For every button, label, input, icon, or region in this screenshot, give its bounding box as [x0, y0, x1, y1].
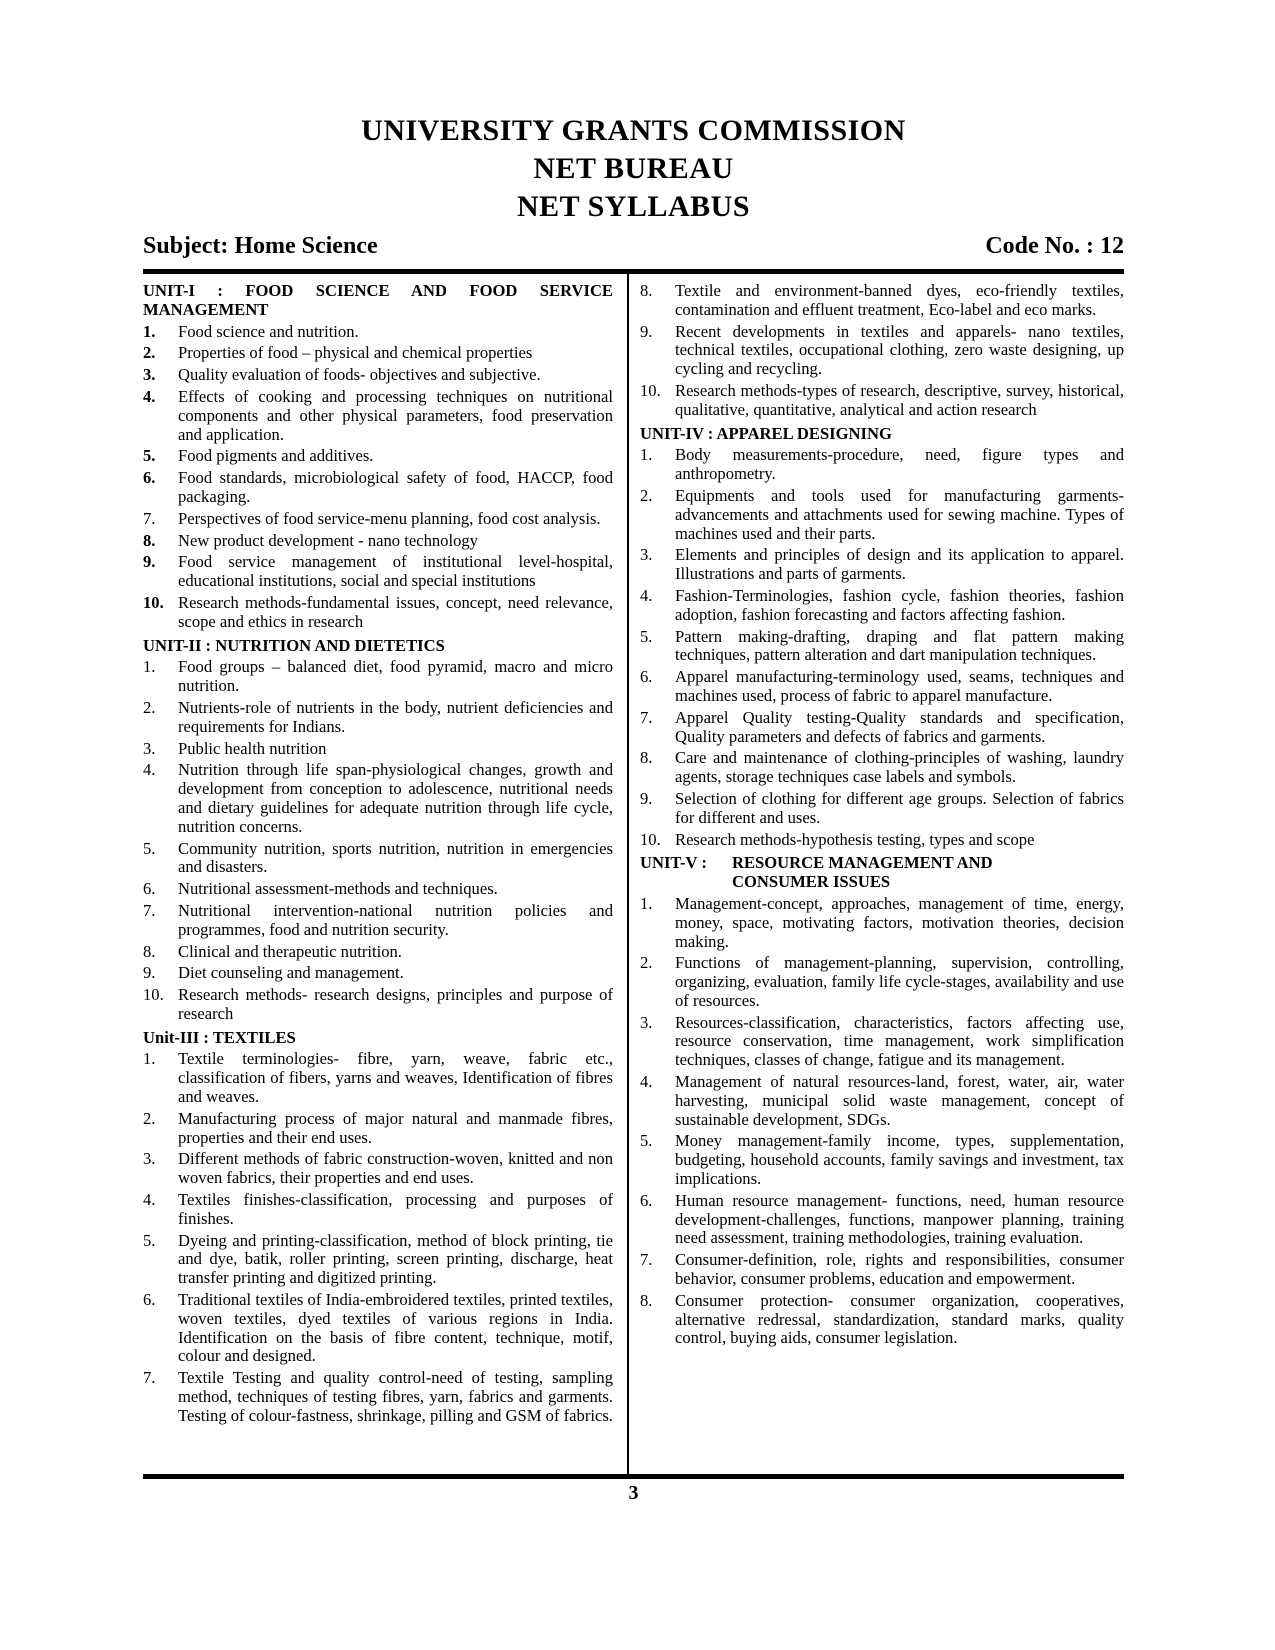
- syllabus-item: [143, 1191, 613, 1229]
- item-text: Traditional textiles of India-embroidered textiles, printed textiles, woven textiles, dyed textiles of various regions in India. Identification on the basis of fibre content, technique, motif, colour and designed.: [178, 1290, 613, 1366]
- item-number: 4.: [143, 760, 156, 780]
- item-number: 2.: [143, 343, 156, 363]
- item-number: 7.: [640, 707, 653, 727]
- syllabus-item: [143, 943, 613, 962]
- item-number: 4.: [640, 585, 653, 605]
- item-number: 7.: [143, 1368, 156, 1388]
- syllabus-item: [640, 1251, 1124, 1289]
- item-number: 1.: [143, 657, 156, 677]
- syllabus-item: [640, 282, 1124, 320]
- right-column: [629, 274, 1124, 1474]
- item-number: 9.: [143, 552, 156, 572]
- item-text: Textile and environment-banned dyes, eco-friendly textiles, contamination and effluent treatment, Eco-label and eco marks.: [675, 281, 1124, 319]
- item-number: 8.: [143, 941, 156, 961]
- item-text: Equipments and tools used for manufacturing garments-advancements and attachments used for sewing machine. Types of machines used and their parts.: [675, 485, 1124, 543]
- item-text: Diet counseling and management.: [178, 963, 404, 983]
- syllabus-item: [143, 469, 613, 507]
- item-number: 8.: [640, 1290, 653, 1310]
- item-text: Public health nutrition: [178, 738, 327, 758]
- item-text: Care and maintenance of clothing-principles of washing, laundry agents, storage techniques case labels and symbols.: [675, 748, 1124, 787]
- item-text: Different methods of fabric construction-woven, knitted and non woven fabrics, their properties and end uses.: [178, 1149, 613, 1188]
- syllabus-item: [143, 388, 613, 444]
- item-text: Research methods-hypothesis testing, types and scope: [675, 829, 1035, 849]
- syllabus-item: [143, 964, 613, 983]
- item-text: Apparel Quality testing-Quality standards and specification, Quality parameters and defects of fabrics and garments.: [675, 707, 1124, 746]
- syllabus-section: [640, 425, 1124, 850]
- syllabus-item: [640, 323, 1124, 379]
- syllabus-item: [143, 761, 613, 836]
- item-text: Research methods-fundamental issues, concept, need relevance, scope and ethics in research: [178, 592, 613, 631]
- item-number: 5.: [143, 838, 156, 858]
- item-number: 2.: [640, 485, 653, 505]
- syllabus-item: [640, 382, 1124, 420]
- item-text: Food standards, microbiological safety of food, HACCP, food packaging.: [178, 468, 613, 506]
- item-text: Nutrition through life span-physiological changes, growth and development from conception to adolescence, nutritional needs and dietary guidelines for adequate nutrition through life cycle, nutrition concerns.: [178, 760, 613, 836]
- item-text: New product development - nano technology: [178, 530, 478, 550]
- syllabus-item: [143, 740, 613, 759]
- item-number: 6.: [143, 468, 156, 488]
- item-text: Manufacturing process of major natural and manmade fibres, properties and their end uses.: [178, 1108, 613, 1147]
- syllabus-item: [640, 628, 1124, 666]
- item-text: Textile Testing and quality control-need of testing, sampling method, techniques of testing fibres, yarn, fabrics and garments. Testing of colour-fastness, shrinkage, pilling and GSM of fabrics.: [178, 1368, 613, 1425]
- item-text: Food science and nutrition.: [178, 321, 359, 341]
- item-text: Consumer protection- consumer organization, cooperatives, alternative redressal, standardization, standard marks, quality control, buying aids, consumer legislation.: [675, 1290, 1124, 1348]
- syllabus-item: [143, 366, 613, 385]
- item-text: Elements and principles of design and its application to apparel. Illustrations and parts of garments.: [675, 545, 1124, 584]
- item-number: 10.: [143, 592, 164, 612]
- item-number: 7.: [640, 1250, 653, 1270]
- subject-row: [143, 233, 1124, 260]
- section-heading: Unit-III : TEXTILES: [143, 1027, 296, 1047]
- syllabus-item: [143, 1369, 613, 1425]
- item-text: Perspectives of food service-menu planning, food cost analysis.: [178, 508, 601, 528]
- syllabus-item: [640, 487, 1124, 543]
- item-number: 4.: [640, 1072, 653, 1092]
- item-number: 6.: [640, 667, 653, 687]
- item-number: 9.: [640, 788, 653, 808]
- section-heading: UNIT-II : NUTRITION AND DIETETICS: [143, 635, 445, 655]
- item-number: 2.: [640, 953, 653, 973]
- syllabus-item: [143, 344, 613, 363]
- item-text: Research methods-types of research, descriptive, survey, historical, qualitative, quantitative, analytical and action research: [675, 380, 1124, 419]
- syllabus-item: [640, 1292, 1124, 1348]
- item-number: 5.: [143, 446, 156, 466]
- item-text: Nutritional intervention-national nutrition policies and programmes, food and nutrition security.: [178, 900, 613, 939]
- syllabus-section: [143, 282, 613, 632]
- item-number: 9.: [640, 321, 653, 341]
- item-number: 8.: [640, 281, 653, 300]
- syllabus-section: [640, 854, 1124, 1348]
- syllabus-item: [143, 880, 613, 899]
- document-title: [143, 112, 1124, 226]
- item-text: Textile terminologies- fibre, yarn, weave, fabric etc., classification of fibers, yarns and weaves, Identification of fibres and weaves.: [178, 1049, 613, 1107]
- item-text: Pattern making-drafting, draping and flat pattern making techniques, pattern alteration and dart manipulation techniques.: [675, 626, 1124, 665]
- syllabus-item: [143, 1150, 613, 1188]
- item-text: Effects of cooking and processing techniques on nutritional components and other physical parameters, food preservation and application.: [178, 386, 613, 444]
- item-number: 10.: [640, 829, 661, 849]
- section-heading: UNIT-I : FOOD SCIENCE AND FOOD SERVICE MANAGEMENT: [143, 281, 613, 319]
- syllabus-section: [640, 282, 1124, 420]
- item-number: 6.: [640, 1190, 653, 1210]
- section-heading-label: UNIT-V :: [640, 853, 707, 873]
- syllabus-item: [640, 1073, 1124, 1129]
- syllabus-item: [640, 587, 1124, 625]
- syllabus-item: [640, 831, 1124, 850]
- item-number: 2.: [143, 1108, 156, 1128]
- item-text: Community nutrition, sports nutrition, nutrition in emergencies and disasters.: [178, 838, 613, 877]
- title-line-2: NET BUREAU: [533, 152, 734, 185]
- item-text: Research methods- research designs, principles and purpose of research: [178, 985, 613, 1023]
- item-text: Food pigments and additives.: [178, 446, 374, 466]
- syllabus-item: [640, 749, 1124, 787]
- item-number: 3.: [143, 365, 156, 385]
- item-text: Properties of food – physical and chemical properties: [178, 343, 533, 363]
- item-number: 1.: [143, 1049, 156, 1069]
- syllabus-item: [640, 446, 1124, 484]
- syllabus-section: [143, 637, 613, 1024]
- page-content: [143, 112, 1124, 1505]
- item-text: Clinical and therapeutic nutrition.: [178, 941, 402, 961]
- item-number: 7.: [143, 508, 156, 528]
- syllabus-item: [640, 709, 1124, 747]
- subject-label: Subject: Home Science: [143, 233, 378, 259]
- syllabus-item: [143, 532, 613, 551]
- syllabus-item: [143, 1110, 613, 1148]
- syllabus-item: [640, 1014, 1124, 1070]
- item-number: 1.: [143, 321, 156, 341]
- item-number: 5.: [143, 1230, 156, 1250]
- syllabus-item: [143, 553, 613, 591]
- page-number: 3: [628, 1482, 639, 1504]
- item-text: Resources-classification, characteristics, factors affecting use, resource conservation, time management, work simplification techniques, classes of change, fatigue and its management.: [675, 1012, 1124, 1070]
- title-line-1: UNIVERSITY GRANTS COMMISSION: [361, 114, 906, 147]
- syllabus-item: [143, 323, 613, 342]
- item-number: 3.: [640, 1012, 653, 1032]
- section-heading: UNIT-IV : APPAREL DESIGNING: [640, 423, 892, 443]
- item-number: 3.: [640, 545, 653, 565]
- item-text: Nutritional assessment-methods and techniques.: [178, 879, 498, 899]
- item-number: 10.: [640, 380, 661, 400]
- syllabus-columns: [143, 274, 1124, 1474]
- item-number: 4.: [143, 386, 156, 406]
- item-number: 2.: [143, 697, 156, 717]
- item-number: 10.: [143, 985, 164, 1005]
- item-number: 4.: [143, 1190, 156, 1210]
- item-number: 8.: [640, 748, 653, 768]
- syllabus-item: [143, 1050, 613, 1106]
- item-number: 6.: [143, 1290, 156, 1310]
- syllabus-item: [143, 840, 613, 878]
- item-number: 8.: [143, 530, 156, 550]
- syllabus-item: [640, 954, 1124, 1010]
- syllabus-item: [640, 790, 1124, 828]
- item-text: Management-concept, approaches, management of time, energy, money, space, motivating factors, motivation theories, decision making.: [675, 893, 1124, 951]
- item-text: Functions of management-planning, supervision, controlling, organizing, evaluation, family life cycle-stages, availability and use of resources.: [675, 953, 1124, 1010]
- footer-rule: [143, 1474, 1124, 1479]
- code-label: Code No. : 12: [985, 233, 1124, 259]
- syllabus-section: [143, 1029, 613, 1426]
- syllabus-item: [640, 546, 1124, 584]
- syllabus-item: [640, 668, 1124, 706]
- syllabus-item: [640, 1132, 1124, 1188]
- section-heading-text: RESOURCE MANAGEMENT AND CONSUMER ISSUES: [732, 853, 993, 892]
- title-line-3: NET SYLLABUS: [516, 190, 751, 223]
- item-text: Human resource management- functions, need, human resource development-challenges, functions, manpower planning, training need assessment, training methodologies, training evaluation.: [675, 1190, 1124, 1248]
- item-text: Recent developments in textiles and apparels- nano textiles, technical textiles, occupational clothing, zero waste designing, up cycling and recycling.: [675, 321, 1124, 379]
- item-text: Food groups – balanced diet, food pyramid, macro and micro nutrition.: [178, 657, 613, 696]
- item-number: 9.: [143, 963, 156, 983]
- item-text: Nutrients-role of nutrients in the body, nutrient deficiencies and requirements for Indians.: [178, 697, 613, 736]
- item-number: 7.: [143, 900, 156, 920]
- item-number: 3.: [143, 738, 156, 758]
- syllabus-item: [143, 447, 613, 466]
- syllabus-item: [640, 1192, 1124, 1248]
- item-text: Fashion-Terminologies, fashion cycle, fashion theories, fashion adoption, fashion forecasting and factors affecting fashion.: [675, 585, 1124, 624]
- item-text: Money management-family income, types, supplementation, budgeting, household accounts, family savings and investment, tax implications.: [675, 1131, 1124, 1189]
- left-column: [143, 274, 627, 1474]
- item-number: 5.: [640, 626, 653, 646]
- syllabus-item: [143, 986, 613, 1024]
- syllabus-item: [143, 902, 613, 940]
- item-text: Dyeing and printing-classification, method of block printing, tie and dye, batik, roller printing, screen printing, discharge, heat transfer printing and digitized printing.: [178, 1230, 613, 1288]
- syllabus-item: [143, 594, 613, 632]
- syllabus-item: [143, 699, 613, 737]
- item-number: 5.: [640, 1131, 653, 1151]
- syllabus-item: [143, 658, 613, 696]
- item-text: Textiles finishes-classification, processing and purposes of finishes.: [178, 1190, 613, 1228]
- item-text: Body measurements-procedure, need, figure types and anthropometry.: [675, 445, 1124, 484]
- item-text: Apparel manufacturing-terminology used, seams, techniques and machines used, process of fabric to apparel manufacture.: [675, 667, 1124, 705]
- item-text: Management of natural resources-land, forest, water, air, water harvesting, municipal solid waste management, concept of sustainable development, SDGs.: [675, 1072, 1124, 1129]
- syllabus-item: [143, 510, 613, 529]
- item-number: 1.: [640, 445, 653, 465]
- item-text: Food service management of institutional level-hospital, educational institutions, social and special institutions: [178, 552, 613, 591]
- item-text: Quality evaluation of foods- objectives and subjective.: [178, 365, 541, 385]
- item-number: 1.: [640, 893, 653, 913]
- syllabus-item: [640, 895, 1124, 951]
- item-text: Consumer-definition, role, rights and responsibilities, consumer behavior, consumer problems, education and empowerment.: [675, 1250, 1124, 1289]
- syllabus-item: [143, 1291, 613, 1366]
- item-number: 6.: [143, 879, 156, 899]
- section-heading: [640, 854, 1124, 892]
- item-text: Selection of clothing for different age groups. Selection of fabrics for different and uses.: [675, 788, 1124, 827]
- syllabus-item: [143, 1232, 613, 1288]
- item-number: 3.: [143, 1149, 156, 1169]
